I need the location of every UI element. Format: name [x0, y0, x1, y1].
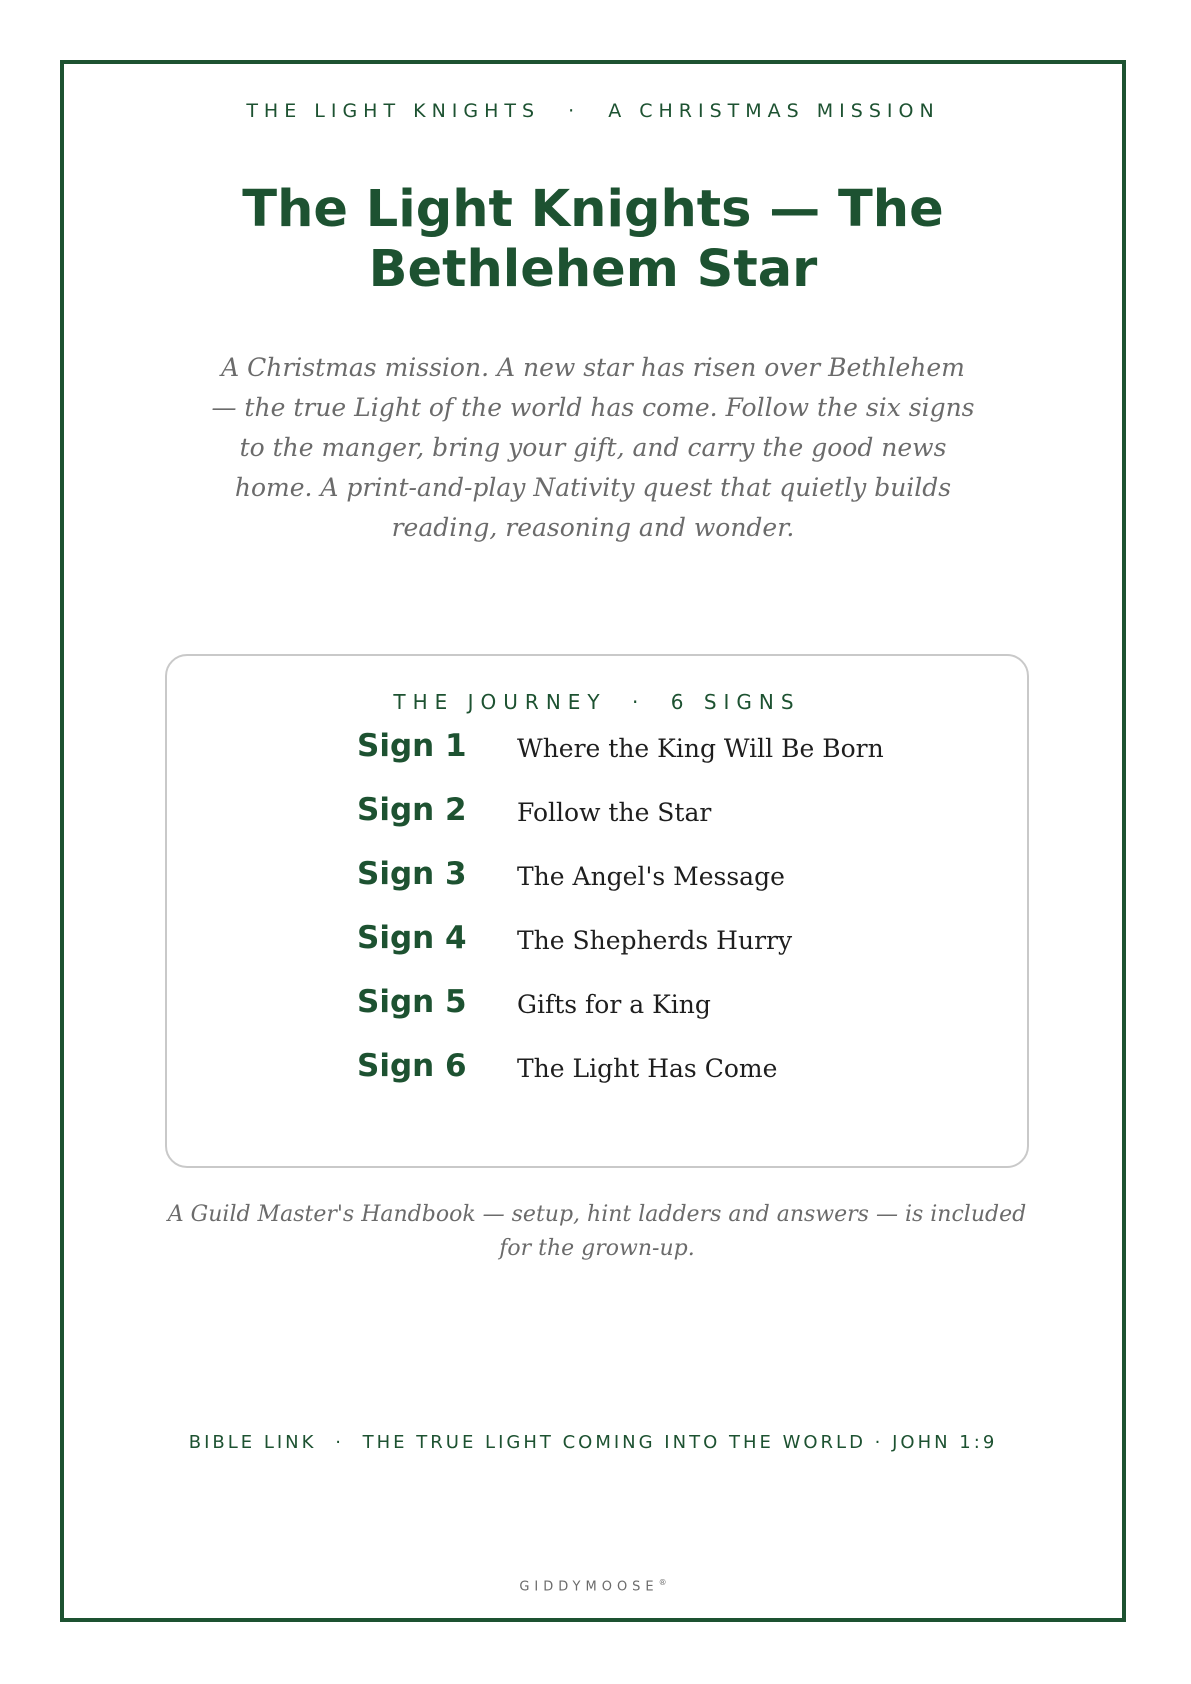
- sign-name: Follow the Star: [517, 798, 712, 827]
- sign-name: The Angel's Message: [517, 862, 785, 891]
- journey-title: THE JOURNEY: [393, 690, 607, 714]
- sign-label: Sign 2: [357, 792, 467, 828]
- sign-name: The Shepherds Hurry: [517, 926, 793, 955]
- bible-link-text: THE TRUE LIGHT COMING INTO THE WORLD · JOHN 1:9: [362, 1432, 998, 1453]
- journey-separator: ·: [632, 690, 646, 714]
- journey-count: 6 SIGNS: [670, 690, 801, 714]
- intro-paragraph: A Christmas mission. A new star has risen over Bethlehem — the true Light of the world has come. Follow the six signs to the manger, bring your gift, and carry the good news home. A print-and-play Nativity quest that quietly builds reading, reasoning and wonder.: [211, 353, 975, 542]
- journey-card: [165, 654, 1029, 1168]
- handbook-note: A Guild Master's Handbook — setup, hint ladders and answers — is included for the grown-up.: [167, 1202, 1027, 1261]
- series-kicker: [60, 100, 1126, 122]
- page-title: The Light Knights — The Bethlehem Star: [242, 180, 944, 299]
- bible-link: [60, 1432, 1126, 1453]
- brand-logo: [60, 1578, 1126, 1594]
- sign-label: Sign 3: [357, 856, 467, 892]
- mission-label: A CHRISTMAS MISSION: [608, 100, 940, 122]
- sign-name: Gifts for a King: [517, 990, 711, 1019]
- sign-label: Sign 1: [357, 728, 467, 764]
- series-name: THE LIGHT KNIGHTS: [246, 100, 541, 122]
- bible-link-separator: ·: [335, 1432, 344, 1453]
- kicker-separator: ·: [568, 100, 581, 122]
- sign-label: Sign 4: [357, 920, 467, 956]
- sign-name: Where the King Will Be Born: [517, 734, 884, 763]
- bible-link-label: BIBLE LINK: [188, 1432, 317, 1453]
- brand-name: GIDDYMOOSE: [519, 1579, 659, 1595]
- sign-label: Sign 5: [357, 984, 467, 1020]
- sign-label: Sign 6: [357, 1048, 467, 1084]
- registered-mark: ®: [658, 1578, 667, 1587]
- journey-heading: [167, 690, 1027, 714]
- sign-name: The Light Has Come: [517, 1054, 778, 1083]
